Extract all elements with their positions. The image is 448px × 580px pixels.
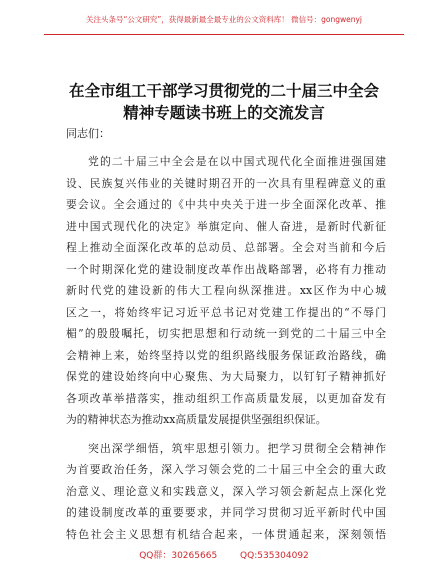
title-line-2: 精神专题读书班上的交流发言 (123, 104, 325, 122)
document-body (66, 151, 386, 552)
paragraph-line: 的建设制度改革的重要要求，并同学习贯彻习近平新时代中国 (66, 506, 386, 519)
paragraph-line: 特色社会主义思想有机结合起来，一体贯通起来，深刻领悟 (66, 527, 386, 541)
document-title (40, 80, 408, 124)
paragraph-line: 突出深学细悟，筑牢思想引领力。把学习贯彻全会精神作 (88, 441, 386, 455)
paragraph-2 (66, 438, 386, 546)
salutation: 同志们： (66, 127, 110, 140)
header-notice: 关注头条号“公文研究”，获得最新最全最专业的公文资料库！ 微信号：gongwenyj (85, 15, 363, 24)
header-divider (44, 34, 404, 35)
title-line-1: 在全市组工干部学习贯彻党的二十届三中全会 (68, 82, 379, 100)
paragraph-line: 为的精神状态为推动xx高质量发展提供坚强组织保证。 (66, 413, 327, 426)
paragraph-line: 各项改革举措落实，推动组织工作高质量发展，以更加奋发有 (66, 391, 386, 405)
paragraph-line: 保党的建设始终向中心聚焦、为大局聚力，以钉钉子精神抓好 (66, 370, 386, 383)
footer-qq: QQ:535304092 (240, 551, 309, 561)
paragraph-line: 进中国式现代化的决定》举旗定向、催人奋进，是新时代新征 (66, 219, 386, 233)
footer-qq-group: QQ群：30265665 (139, 551, 218, 561)
paragraph-line: 新时代党的建设新的伟大工程向纵深推进。xx区作为中心城 (66, 284, 386, 297)
footer-contact (0, 548, 448, 561)
paragraph-line: 党的二十届三中全会是在以中国式现代化全面推进强国建 (88, 155, 386, 168)
paragraph-line: 设、民族复兴伟业的关键时期召开的一次具有里程碑意义的重 (66, 176, 386, 190)
paragraph-line: 要会议。全会通过的《中共中央关于进一步全面深化改革、推 (66, 198, 386, 211)
paragraph-line: 会精神上来，始终坚持以党的组织路线服务保证政治路线，确 (66, 348, 386, 362)
paragraph-line: 楣”的殷殷嘱托，切实把思想和行动统一到党的二十届三中全 (66, 327, 386, 340)
paragraph-1 (66, 151, 386, 431)
paragraph-line: 治意义、理论意义和实践意义，深入学习领会新起点上深化党 (66, 484, 386, 498)
paragraph-line: 区之一，将始终牢记习近平总书记对党建工作提出的“不辱门 (66, 305, 386, 319)
paragraph-line: 程上推动全面深化改革的总动员、总部署。全会对当前和今后 (66, 241, 386, 254)
paragraph-line: 一个时期深化党的建设制度改革作出战略部署，必将有力推动 (66, 262, 386, 276)
paragraph-line: 为首要政治任务，深入学习领会党的二十届三中全会的重大政 (66, 463, 386, 476)
